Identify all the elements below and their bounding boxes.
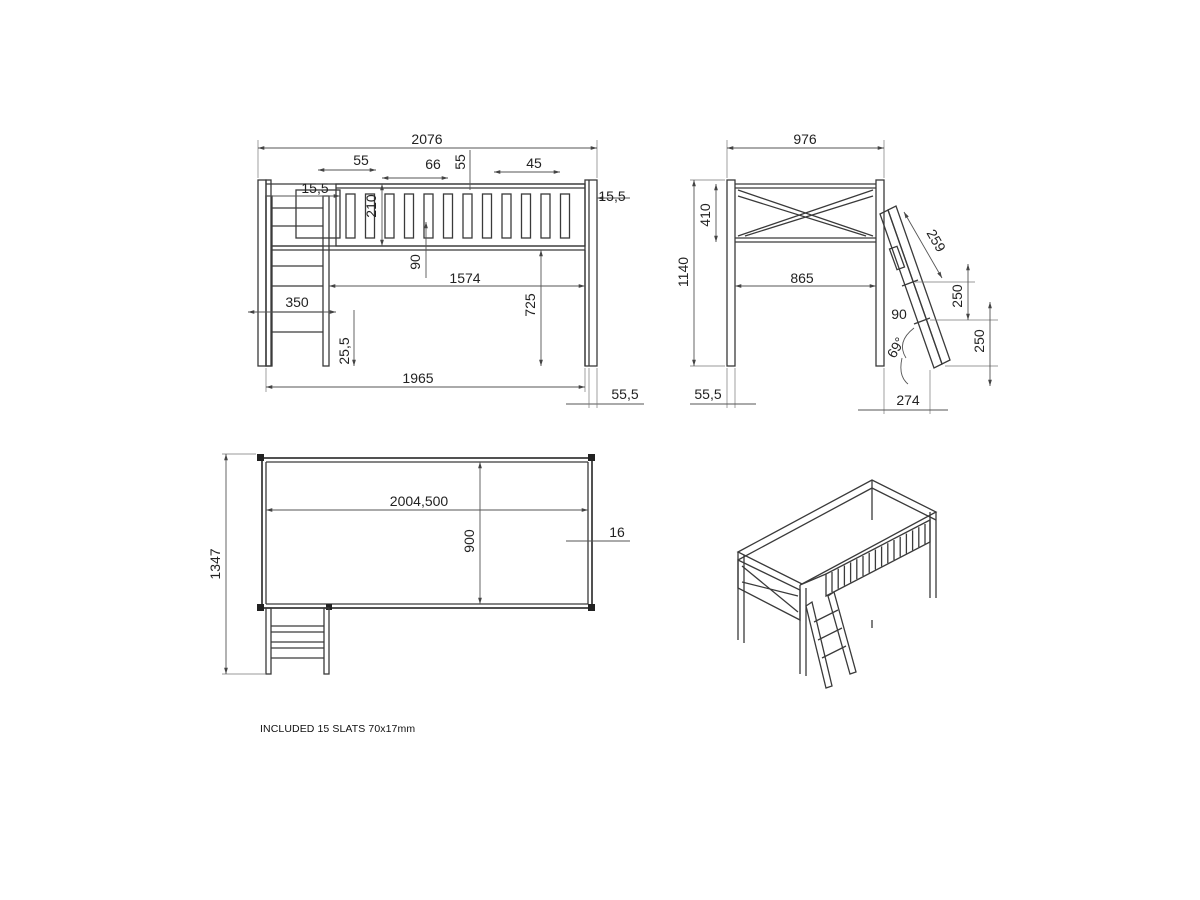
isometric-view [738,480,936,688]
front-slat [463,194,472,238]
dim-top-overall-width: 1347 [207,548,223,580]
front-slat [424,194,433,238]
dim-base-length: 1965 [402,370,434,386]
front-slat [541,194,550,238]
top-view [207,454,630,674]
dim-step-lower: 250 [971,329,987,353]
dim-step-depth: 90 [891,306,907,322]
dim-opening-length: 1574 [449,270,481,286]
dim-overall-length: 2076 [411,131,443,147]
dim-side-height: 1140 [675,256,691,288]
front-ladder [266,190,340,366]
front-slat [502,194,511,238]
dim-post-offset-right: 15,5 [598,188,626,204]
dim-slat-width: 55 [452,154,468,170]
dim-slat-gap: 45 [526,155,542,171]
dim-rail-depth: 90 [407,254,423,270]
dim-top-inner-length: 2004,500 [389,493,449,509]
dim-ladder-length: 259 [923,226,950,255]
top-ladder [266,608,329,674]
dim-foot-offset: 55,5 [611,386,639,402]
side-view [675,131,998,414]
dim-side-foot-offset: 55,5 [694,386,722,402]
front-guard-slats [346,194,570,238]
front-slat [346,194,355,238]
dim-post-offset-left: 15,5 [301,180,329,196]
dim-foot-height: 25,5 [336,337,352,365]
dim-top-side-offset: 16 [609,524,625,540]
slats-note: INCLUDED 15 SLATS 70x17mm [260,723,416,735]
side-x-brace [738,190,873,236]
dim-ladder-reach: 274 [896,392,920,408]
dim-side-width: 976 [793,131,817,147]
front-slat [483,194,492,238]
front-view [248,131,644,408]
dim-step-upper: 250 [949,284,965,308]
front-slat [561,194,570,238]
dim-ladder-angle: 69° [883,334,908,361]
dim-ladder-width: 350 [285,294,309,310]
front-slat [385,194,394,238]
front-slat [444,194,453,238]
dim-rail-height: 210 [363,194,379,218]
dim-inner-width: 865 [790,270,814,286]
dim-rail-gap: 55 [353,152,369,168]
dim-slat-pitch: 66 [425,156,441,172]
iso-ladder [806,592,856,688]
dim-top-inner-width: 900 [461,529,477,553]
dim-under-height: 725 [522,293,538,317]
front-slat [522,194,531,238]
front-slat [405,194,414,238]
dim-panel-height: 410 [697,203,713,227]
iso-guard-slats [832,524,925,592]
